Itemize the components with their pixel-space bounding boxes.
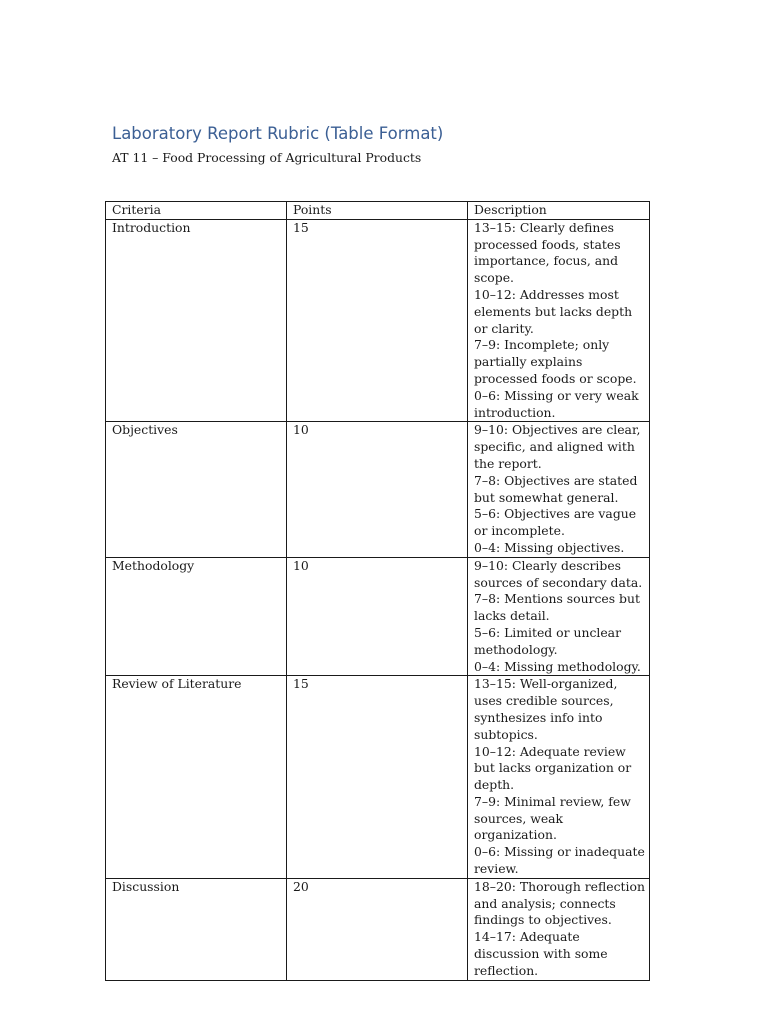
description-line: 0–4: Missing methodology. — [474, 658, 641, 674]
table-row — [106, 219, 650, 422]
rubric-table — [105, 201, 650, 981]
table-row — [106, 878, 650, 980]
description-line: 5–6: Limited or unclear methodology. — [474, 624, 621, 657]
row-criteria: Introduction — [106, 219, 287, 422]
row-criteria: Methodology — [106, 557, 287, 676]
description-line: 7–8: Mentions sources but lacks detail. — [474, 591, 640, 624]
description-line: 10–12: Adequate review but lacks organization or depth. — [474, 743, 632, 793]
row-criteria: Objectives — [106, 422, 287, 557]
row-description — [468, 878, 650, 980]
document-subtitle: AT 11 – Food Processing of Agricultural Products — [112, 150, 422, 165]
table-header-row — [106, 202, 650, 220]
row-criteria: Discussion — [106, 878, 287, 980]
row-description — [468, 219, 650, 422]
header-description: Description — [468, 202, 650, 220]
table-row — [106, 422, 650, 557]
table-row — [106, 676, 650, 879]
description-line: 9–10: Clearly describes sources of secondary data. — [474, 557, 643, 590]
row-description — [468, 676, 650, 879]
header-criteria: Criteria — [106, 202, 287, 220]
description-line: 0–4: Missing objectives. — [474, 539, 625, 555]
table-row — [106, 557, 650, 676]
rubric-table-body — [106, 219, 650, 980]
description-line: 7–8: Objectives are stated but somewhat general. — [474, 472, 638, 505]
description-line: 0–6: Missing or very weak introduction. — [474, 387, 639, 420]
row-points: 10 — [287, 422, 468, 557]
header-points: Points — [287, 202, 468, 220]
row-points: 15 — [287, 676, 468, 879]
row-points: 20 — [287, 878, 468, 980]
description-line: 5–6: Objectives are vague or incomplete. — [474, 506, 637, 539]
description-line: 13–15: Clearly defines processed foods, states importance, focus, and scope. — [474, 219, 621, 286]
row-points: 10 — [287, 557, 468, 676]
description-line: 7–9: Minimal review, few sources, weak organization. — [474, 793, 631, 843]
description-line: 13–15: Well-organized, uses credible sources, synthesizes info into subtopics. — [474, 676, 618, 742]
row-points: 15 — [287, 219, 468, 422]
row-description — [468, 557, 650, 676]
row-criteria: Review of Literature — [106, 676, 287, 879]
description-line: 10–12: Addresses most elements but lacks depth or clarity. — [474, 286, 633, 336]
description-line: 18–20: Thorough reflection and analysis; connects findings to objectives. — [474, 878, 645, 928]
description-line: 0–6: Missing or inadequate review. — [474, 844, 645, 877]
description-line: 14–17: Adequate discussion with some reflection. — [474, 929, 608, 978]
description-line: 9–10: Objectives are clear, specific, and aligned with the report. — [474, 422, 641, 471]
description-line: 7–9: Incomplete; only partially explains processed foods or scope. — [474, 337, 637, 386]
row-description — [468, 422, 650, 557]
document-title: Laboratory Report Rubric (Table Format) — [112, 124, 444, 143]
